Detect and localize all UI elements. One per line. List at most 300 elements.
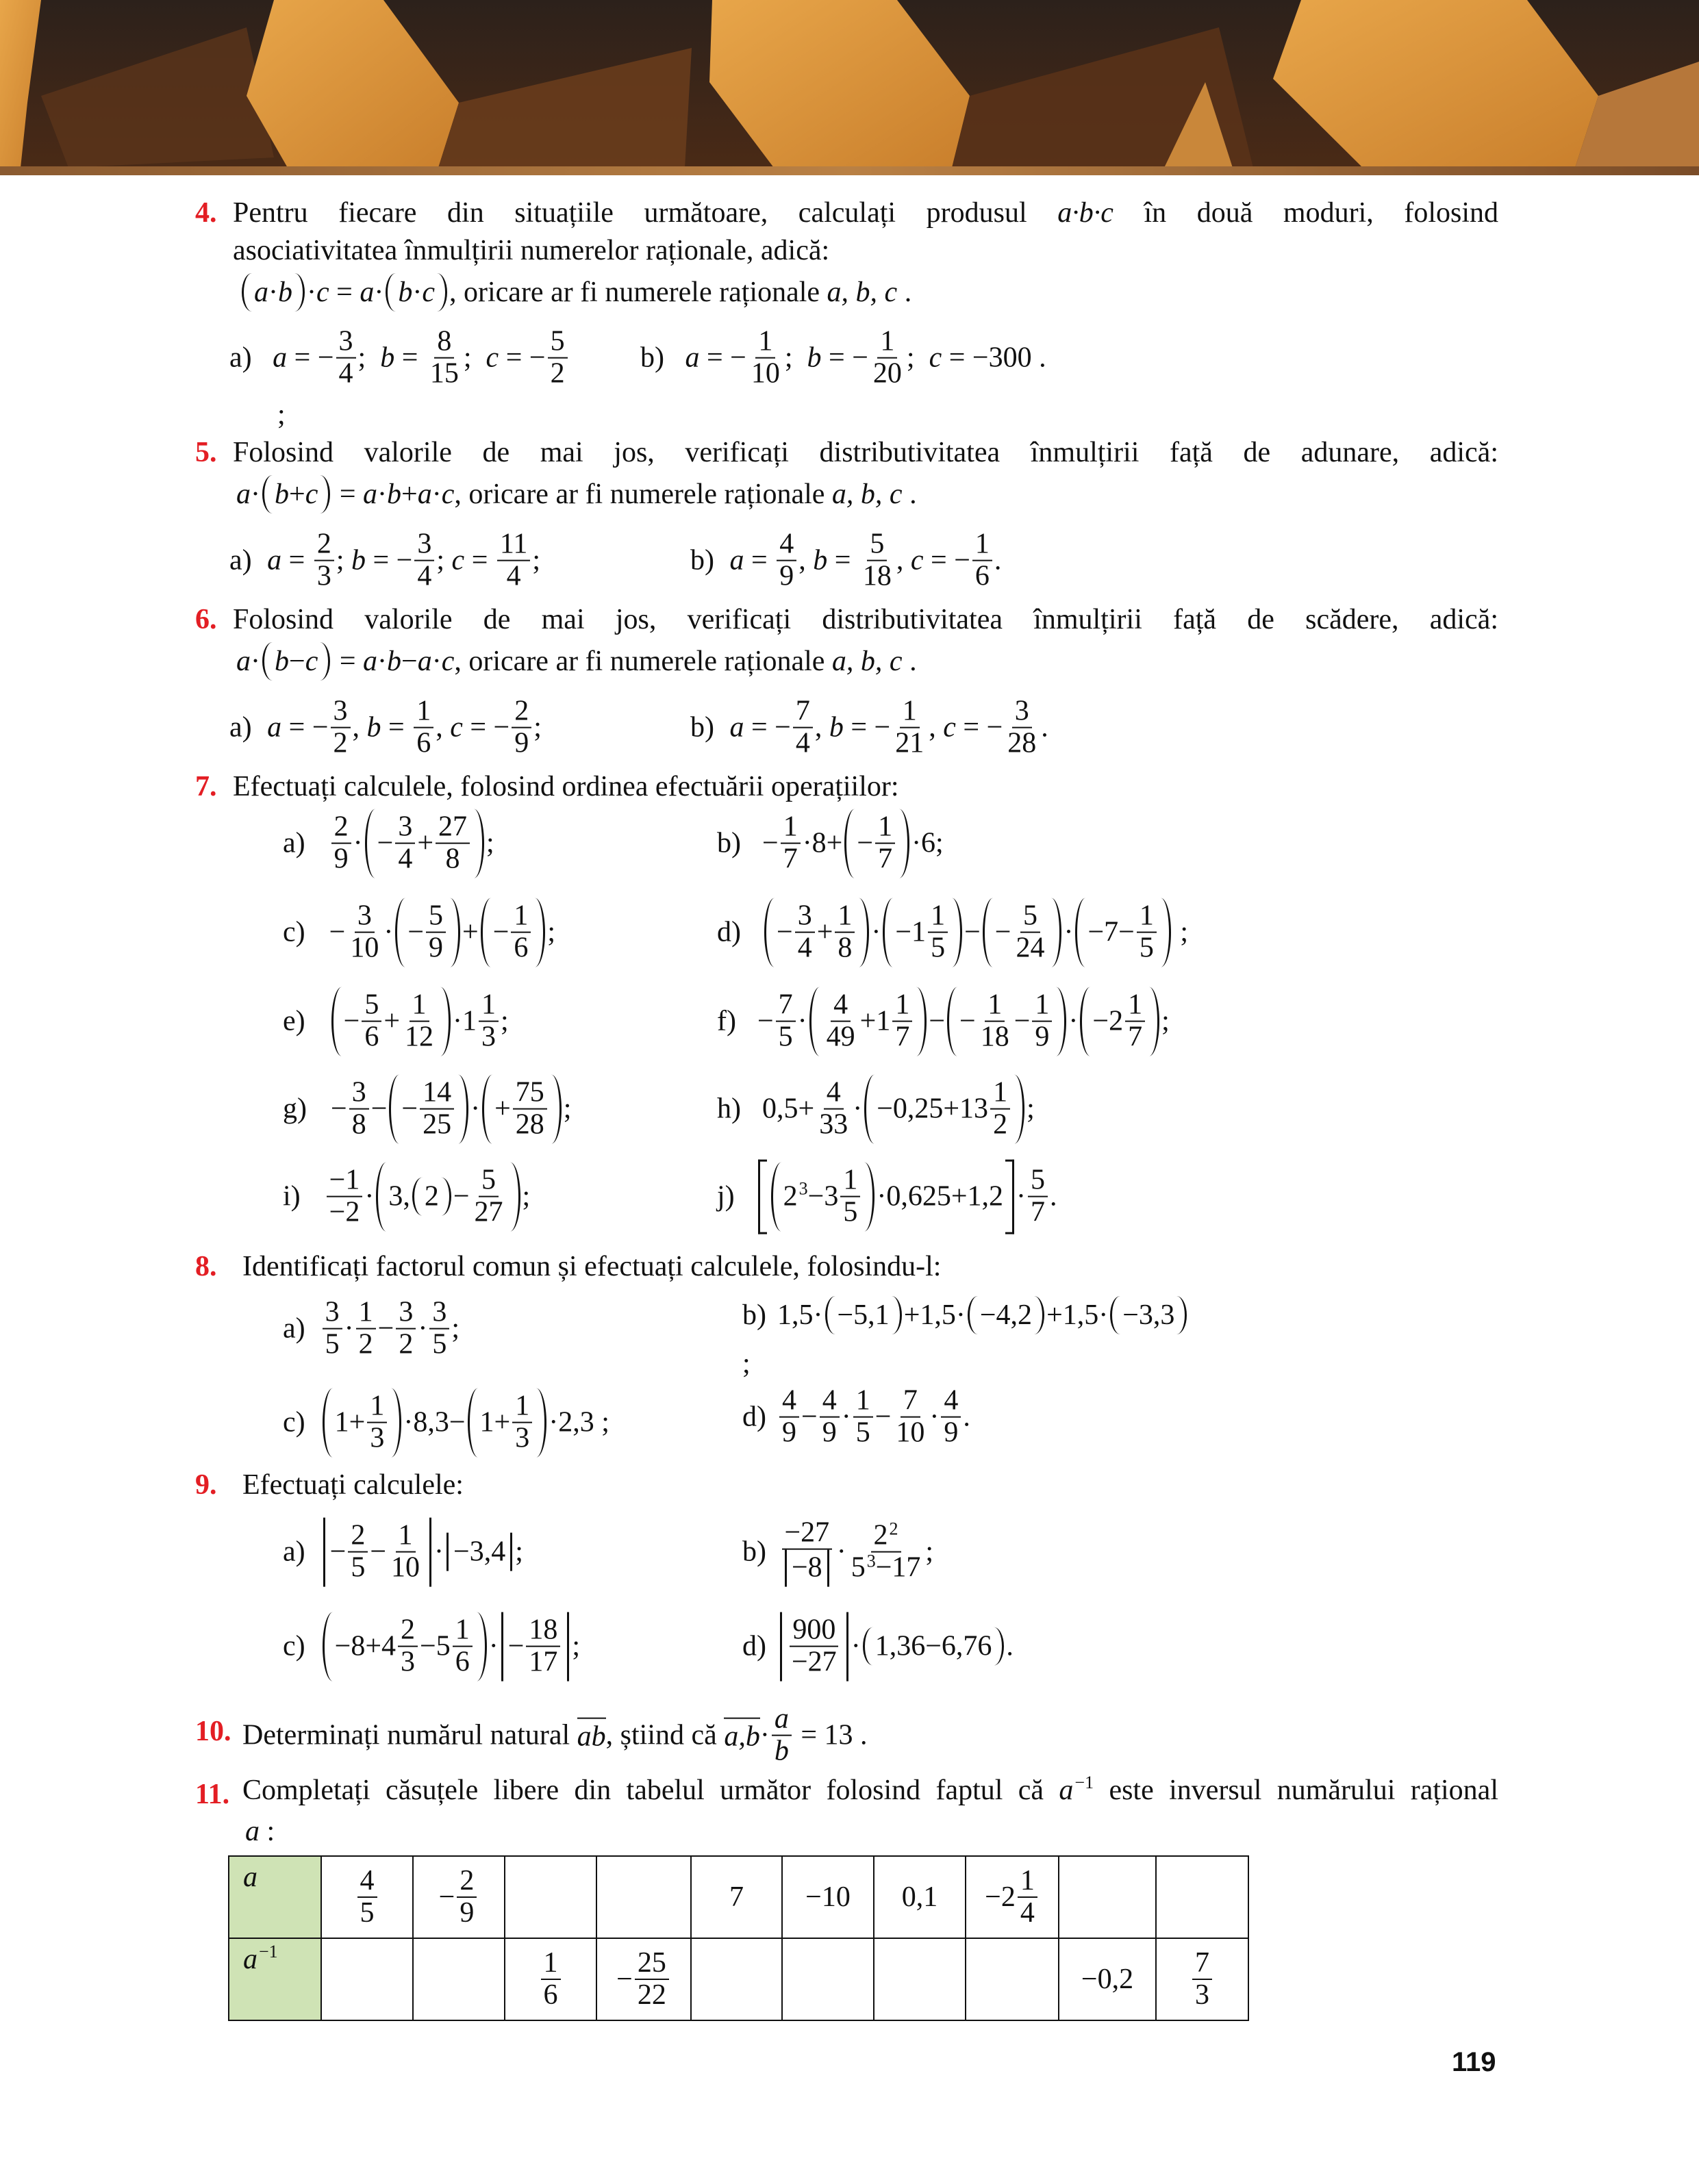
problem-5-item-b: [690, 529, 1001, 593]
math-text: −: [329, 1536, 347, 1568]
parenthesized-group: [966, 1296, 1046, 1334]
math-text: −17: [875, 1552, 921, 1584]
parenthesized-group: [1073, 898, 1172, 967]
left-parenthesis: [983, 898, 993, 967]
math-text: −: [401, 1093, 418, 1125]
left-parenthesis: [365, 809, 375, 878]
group-content: [1090, 987, 1149, 1056]
fraction-denominator: [453, 1647, 473, 1678]
overlined-number: [577, 1718, 606, 1753]
fraction: [331, 812, 351, 876]
math-text: 9: [460, 1897, 475, 1929]
math-text: 5: [870, 528, 885, 560]
math-text: 27: [438, 811, 468, 843]
fraction-numerator: [1018, 1866, 1037, 1898]
p7-item-a: [283, 809, 494, 878]
math-text: −1: [329, 1164, 360, 1196]
math-variable: c: [441, 479, 455, 510]
fraction: [347, 901, 381, 965]
math-text: ·: [431, 479, 442, 510]
fraction-numerator: [357, 1866, 377, 1898]
table-cell: [505, 1938, 596, 2020]
group-content: [785, 1612, 844, 1681]
fraction-denominator: [893, 1418, 927, 1449]
item-label: c): [283, 1407, 305, 1438]
item-expression: [329, 809, 494, 878]
fraction: [795, 901, 815, 965]
math-text: 3: [398, 811, 413, 843]
math-text: 1: [481, 989, 496, 1021]
group-content: [1120, 1296, 1176, 1334]
right-parenthesis: [510, 1163, 520, 1232]
right-parenthesis: [474, 809, 484, 878]
group-content: [978, 1296, 1034, 1334]
fraction: [420, 1078, 454, 1141]
math-text: = −: [821, 342, 868, 374]
left-parenthesis: [323, 1388, 333, 1458]
problem-number-9: 9.: [195, 1469, 217, 1501]
math-text: 3: [1014, 695, 1029, 727]
math-variable: a: [1059, 1775, 1074, 1806]
left-parenthesis: [468, 1388, 478, 1458]
fraction-numerator: [867, 529, 887, 561]
left-parenthesis: [883, 898, 893, 967]
math-text: 2: [401, 1614, 416, 1646]
right-bracket: [1005, 1160, 1014, 1234]
right-bar: [429, 1518, 431, 1587]
math-text: .: [902, 479, 917, 510]
table-cell: [874, 1938, 966, 2020]
item-expression: [329, 987, 509, 1056]
math-text: ·: [836, 1536, 846, 1568]
left-bar: [446, 1533, 449, 1571]
math-variable: a: [245, 1816, 260, 1847]
fraction-numerator: [840, 1165, 860, 1197]
fraction-denominator: [367, 1423, 387, 1454]
fraction: [1032, 990, 1052, 1054]
item-label: a): [229, 712, 252, 744]
math-text: ,: [929, 712, 944, 744]
fraction-numerator: [781, 812, 801, 844]
fraction: [429, 1297, 449, 1361]
math-text: 9: [779, 561, 794, 592]
right-parenthesis: [952, 898, 962, 967]
math-text: 3: [798, 1179, 808, 1199]
math-text: ;: [532, 545, 541, 576]
parenthesized-group: [1108, 1296, 1189, 1334]
math-text: ·: [853, 1093, 863, 1125]
fraction: [928, 901, 948, 965]
math-variable: a: [774, 1703, 789, 1735]
fraction-numerator: [1125, 990, 1145, 1022]
fraction: [1192, 1948, 1212, 2011]
fraction-numerator: [831, 990, 851, 1022]
math-text: 15: [429, 358, 459, 390]
math-text: = 13 .: [793, 1720, 868, 1751]
math-text: 1: [993, 1076, 1008, 1108]
row-header: [229, 1938, 321, 2020]
table-cell: [413, 1856, 505, 1938]
math-text: 24: [1016, 932, 1045, 964]
group-content: [405, 898, 450, 967]
p7-item-b: [717, 809, 944, 878]
math-text: [678, 342, 685, 374]
math-text: 20: [872, 358, 902, 390]
right-parenthesis: [391, 1388, 401, 1458]
left-parenthesis: [242, 273, 252, 312]
math-text: −: [777, 917, 793, 948]
math-text: ·: [841, 1401, 851, 1433]
p8-item-c: [283, 1388, 609, 1458]
math-text: +1: [859, 1006, 891, 1037]
math-variable: a: [685, 342, 700, 374]
left-parenthesis: [412, 1178, 423, 1216]
item-label: c): [283, 1631, 305, 1662]
problem-11-text: [242, 1774, 1498, 1807]
fraction-denominator: [511, 933, 531, 964]
math-text: 5: [843, 1197, 858, 1228]
math-text: 8: [838, 932, 853, 964]
item-expression: [722, 529, 1001, 593]
math-text: 1: [412, 989, 427, 1021]
right-bar: [567, 1612, 569, 1681]
item-expression: [320, 1612, 580, 1681]
right-parenthesis: [294, 273, 305, 312]
fraction: [978, 990, 1012, 1054]
math-text: .: [963, 1401, 970, 1433]
math-text: ;: [547, 917, 556, 948]
math-text: 22: [637, 1979, 666, 2011]
item-expression: [320, 1388, 609, 1458]
fraction-denominator: [990, 1110, 1010, 1141]
fraction-numerator: [331, 812, 351, 844]
math-text: ;: [925, 1536, 934, 1568]
math-text: −: [857, 828, 874, 859]
fraction: [323, 1297, 342, 1361]
fraction-numerator: [398, 1615, 418, 1647]
math-text: [260, 711, 268, 744]
fraction: [892, 990, 912, 1054]
math-text: 4: [944, 1384, 959, 1417]
math-text: −0,25+13: [877, 1093, 989, 1125]
right-parenthesis: [859, 898, 869, 967]
math-variable: a: [254, 277, 268, 308]
fraction-numerator: [367, 1391, 387, 1423]
math-text: 10: [391, 1552, 420, 1584]
math-text: 25: [637, 1946, 666, 1979]
absolute-value-group: [777, 1612, 851, 1681]
fraction-numerator: [820, 1386, 840, 1418]
fraction: [875, 812, 895, 876]
problem-number-7: 7.: [195, 771, 217, 802]
math-text: 7: [878, 843, 893, 875]
math-variable: a: [729, 712, 744, 744]
fraction-denominator: [840, 1197, 860, 1228]
item-expression: [320, 1518, 523, 1587]
math-text: ·: [1016, 1181, 1027, 1212]
math-text: ·: [488, 1631, 499, 1662]
math-text: −10: [805, 1881, 851, 1913]
math-text: 4: [795, 728, 810, 759]
math-text: −: [507, 1631, 525, 1662]
math-variable: c: [929, 342, 942, 374]
item-label: a): [283, 1536, 305, 1568]
table-cell: [505, 1856, 596, 1938]
fraction-denominator: [472, 1197, 506, 1228]
fraction-numerator: [875, 812, 895, 844]
math-text: +: [494, 1093, 511, 1125]
math-variable: c: [910, 545, 924, 576]
fraction-numerator: [548, 327, 568, 359]
stray-semicolon: ;: [742, 1348, 751, 1380]
item-label: c): [283, 917, 305, 948]
math-text: [260, 544, 268, 577]
fraction-numerator: [511, 901, 531, 933]
math-text: 4: [779, 528, 794, 560]
p9-item-c: [283, 1612, 580, 1681]
math-text: −4,2: [979, 1299, 1033, 1331]
fraction-numerator: [755, 327, 775, 359]
fraction-denominator: [429, 1330, 449, 1360]
math-text: Pentru fiecare din situațiile următoare, calculați produsul: [233, 197, 1058, 229]
math-text: 3: [417, 528, 432, 560]
fraction-denominator: [860, 561, 894, 592]
math-text: 4: [833, 989, 848, 1021]
math-variable: c: [943, 712, 956, 744]
fraction: [388, 1521, 423, 1584]
fraction-numerator: [782, 1518, 833, 1550]
group-content: [252, 273, 294, 312]
math-text: , oricare ar fi numerele raționale: [449, 277, 827, 308]
math-text: 2: [333, 728, 348, 759]
fraction-denominator: [504, 561, 524, 592]
fraction-numerator: [928, 901, 948, 933]
math-text: 4: [506, 561, 521, 592]
bracketed-group: [756, 1160, 1016, 1234]
math-text: −: [453, 1181, 470, 1212]
math-text: 1: [515, 1390, 530, 1422]
math-text: −: [370, 1093, 388, 1125]
cell-value: [783, 1881, 873, 1914]
item-expression: [331, 1075, 571, 1144]
math-variable: a, b, c: [831, 646, 903, 677]
fraction-numerator: [790, 1615, 838, 1647]
math-text: , știind că: [605, 1720, 725, 1751]
math-text: .: [1041, 712, 1048, 744]
item-expression: [777, 1612, 1014, 1681]
fraction-numerator: [779, 1386, 799, 1418]
table-row: [229, 1938, 1248, 2020]
math-text: 5: [364, 989, 379, 1021]
fraction: [820, 1386, 840, 1449]
left-bar: [780, 1612, 782, 1681]
math-text: Completați căsuțele libere din tabelul următor folosind faptul că: [242, 1775, 1059, 1806]
math-variable: b: [351, 545, 366, 576]
math-text: 1,36−6,76: [874, 1631, 992, 1662]
fraction-numerator: [985, 990, 1005, 1022]
fraction-denominator: [512, 1423, 532, 1454]
fraction-numerator: [824, 1078, 844, 1110]
item-label: b): [742, 1536, 766, 1568]
item-expression: [260, 529, 540, 593]
fraction-numerator: [362, 990, 381, 1022]
math-text: 5: [429, 900, 444, 932]
math-text: ·8+: [802, 828, 843, 859]
item-expression: [777, 1386, 970, 1449]
absolute-value-group: [499, 1612, 572, 1681]
fraction-numerator: [453, 1615, 473, 1647]
math-text: 2: [783, 1181, 798, 1212]
math-text: −: [1014, 1006, 1031, 1037]
math-text: 0,5+: [762, 1093, 815, 1125]
math-variable: a: [243, 1862, 257, 1893]
p9-item-d: [742, 1612, 1014, 1681]
right-parenthesis: [320, 642, 330, 681]
math-text: 5: [360, 1897, 375, 1929]
absolute-value-group: [320, 1518, 434, 1587]
math-text: 7: [1128, 1021, 1143, 1053]
p7-item-d: [717, 898, 1188, 967]
math-text: 7: [903, 1384, 918, 1417]
math-text: ·: [1064, 917, 1074, 948]
fraction-numerator: [349, 1078, 369, 1110]
fraction-denominator: [1032, 1022, 1052, 1053]
fraction: [777, 529, 796, 593]
group-content: [775, 898, 859, 967]
group-content: [399, 1075, 458, 1144]
parenthesized-group: [480, 1075, 564, 1144]
math-text: 1: [1139, 900, 1154, 932]
group-content: [492, 1075, 551, 1144]
math-text: 5: [1139, 932, 1154, 964]
fraction: [453, 1615, 473, 1679]
left-parenthesis: [395, 898, 405, 967]
math-variable: a: [360, 277, 375, 308]
math-text: 3: [399, 1296, 414, 1328]
math-text: −: [289, 646, 305, 677]
p9-item-b: [742, 1518, 933, 1587]
fraction-numerator: [429, 1297, 449, 1330]
fraction-numerator: [479, 1165, 499, 1197]
p8-item-d: [742, 1386, 970, 1449]
fraction-denominator: [1137, 933, 1157, 964]
math-text: 4: [822, 1384, 837, 1417]
math-text: 9: [944, 1417, 959, 1449]
math-text: −27: [792, 1647, 837, 1678]
math-text: 2: [351, 1519, 366, 1551]
fraction: [457, 1866, 477, 1929]
right-parenthesis: [450, 898, 460, 967]
fraction: [779, 1386, 799, 1449]
math-text: 17: [529, 1647, 558, 1678]
math-text: 3: [515, 1423, 530, 1454]
math-text: 900: [792, 1614, 836, 1646]
item-label: b): [717, 828, 741, 859]
group-content: [273, 475, 320, 513]
math-text: 6: [543, 1979, 558, 2011]
math-text: ·: [871, 917, 881, 948]
math-text: 3: [316, 561, 331, 592]
math-text: 2: [358, 1329, 373, 1360]
fraction-denominator: [314, 561, 334, 592]
math-text: 8: [437, 325, 452, 357]
math-text: ,: [436, 712, 451, 744]
fraction: [772, 1704, 792, 1768]
group-content: [342, 987, 440, 1056]
fraction-numerator: [835, 901, 855, 933]
parenthesized-group: [466, 1388, 549, 1458]
right-parenthesis: [864, 1163, 874, 1232]
math-text: −: [329, 917, 346, 948]
math-text: 1: [902, 695, 917, 727]
left-parenthesis: [968, 1296, 978, 1334]
math-text: 3: [357, 900, 372, 932]
math-text: −: [616, 1964, 633, 1995]
table-row: [229, 1856, 1248, 1938]
math-text: 2: [514, 695, 529, 727]
math-text: −: [929, 1006, 946, 1037]
fraction: [1013, 901, 1047, 965]
math-text: [722, 544, 730, 577]
left-parenthesis: [481, 898, 491, 967]
fraction-denominator: [848, 1553, 924, 1584]
right-parenthesis: [551, 1075, 562, 1144]
fraction-numerator: [396, 1521, 416, 1553]
math-variable: b: [387, 646, 402, 677]
problem-6-item-a: [229, 696, 542, 760]
math-variable: b: [398, 277, 413, 308]
item-expression: [320, 1297, 460, 1361]
right-parenthesis: [437, 273, 447, 312]
math-text: = −: [281, 712, 329, 744]
math-text: 5: [325, 1329, 340, 1360]
math-text: = −: [499, 342, 546, 374]
parenthesized-group: [807, 987, 929, 1056]
math-text: 21: [895, 728, 924, 759]
math-text: ,: [798, 545, 814, 576]
problem-number-6: 6.: [195, 604, 217, 635]
group-content: [333, 1388, 392, 1458]
math-text: 3,: [388, 1181, 410, 1212]
exponent: [1074, 1774, 1094, 1792]
math-text: =: [281, 545, 312, 576]
fraction: [835, 901, 855, 965]
fraction: [396, 1297, 416, 1361]
parenthesized-group: [240, 273, 307, 312]
math-text: 2: [889, 1519, 898, 1539]
item-label: i): [283, 1181, 301, 1212]
group-content: [781, 1163, 865, 1232]
fraction: [331, 696, 351, 760]
math-text: ·: [383, 917, 394, 948]
math-text: −1: [1074, 1773, 1094, 1792]
fraction: [348, 1521, 368, 1584]
math-text: =: [332, 479, 364, 510]
math-text: ·: [251, 479, 260, 510]
table-cell: [691, 1938, 782, 2020]
inverse-table: [228, 1855, 1249, 2021]
math-text: 4: [417, 561, 432, 592]
fraction-numerator: [414, 529, 434, 561]
fraction-denominator: [795, 933, 815, 964]
left-parenthesis: [262, 642, 273, 681]
math-text: −: [964, 917, 981, 948]
math-text: 7: [778, 989, 793, 1021]
fraction: [990, 1078, 1010, 1141]
fraction: [414, 529, 434, 593]
math-text: :: [260, 1816, 275, 1847]
fraction-denominator: [327, 1197, 363, 1228]
